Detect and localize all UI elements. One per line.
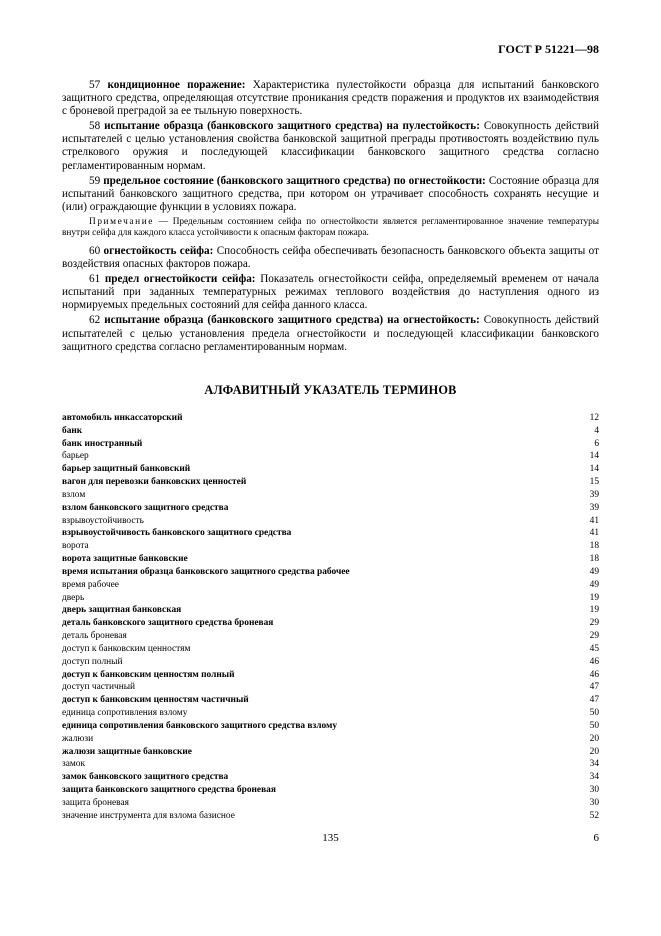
- definition-number: 59: [89, 174, 101, 187]
- definitions-section: [62, 79, 599, 356]
- index-page-ref: 29: [589, 631, 599, 642]
- index-entry: [62, 502, 599, 515]
- definition-term: огнестойкость сейфа:: [103, 244, 214, 257]
- index-term: доступ частичный: [62, 682, 136, 693]
- index-page-ref: 41: [589, 528, 599, 539]
- index-page-ref: 39: [589, 502, 599, 513]
- index-page-ref: 14: [589, 451, 599, 462]
- index-entry: [62, 643, 599, 656]
- index-entry: [62, 463, 599, 476]
- definition-text: Состояние образца для испытаний банковского защитного средства, при котором он утрачивает способность сохранять несущие и (или) ограждающие функции в условиях пожара.: [62, 174, 600, 213]
- sheet-number: 6: [593, 832, 599, 844]
- index-page-ref: 4: [594, 425, 599, 436]
- index-entry: [62, 527, 599, 540]
- index-term: деталь броневая: [62, 631, 127, 642]
- index-entry: [62, 771, 599, 784]
- index-page-ref: 45: [589, 643, 599, 654]
- index-page-ref: 19: [589, 605, 599, 616]
- document-id-header: ГОСТ Р 51221—98: [498, 42, 599, 56]
- index-term: автомобиль инкассаторский: [62, 413, 183, 423]
- definition-58: [62, 120, 599, 172]
- note-label: Примечание: [89, 216, 154, 227]
- index-entry: [62, 720, 599, 733]
- index-term: барьер защитный банковский: [62, 464, 191, 475]
- index-term: деталь банковского защитного средства броневая: [62, 618, 274, 629]
- index-entry: [62, 630, 599, 643]
- index-entry: [62, 656, 599, 669]
- index-list: [62, 412, 599, 823]
- index-term: доступ к банковским ценностям полный: [62, 669, 235, 680]
- index-page-ref: 39: [589, 489, 599, 500]
- index-entry: [62, 784, 599, 797]
- index-term: дверь защитная банковская: [62, 605, 182, 616]
- index-entry: [62, 617, 599, 630]
- index-page-ref: 30: [589, 785, 599, 796]
- index-page-ref: 49: [589, 566, 599, 577]
- index-page-ref: 49: [589, 579, 599, 590]
- index-page-ref: 20: [589, 733, 599, 744]
- index-page-ref: 6: [594, 438, 599, 449]
- index-term: защита банковского защитного средства броневая: [62, 785, 276, 796]
- index-page-ref: 12: [589, 413, 599, 423]
- index-page-ref: 47: [589, 682, 599, 693]
- index-entry: [62, 604, 599, 617]
- index-term: время испытания образца банковского защитного средства рабочее: [62, 566, 350, 577]
- index-entry: [62, 425, 599, 438]
- index-term: защита броневая: [62, 797, 129, 808]
- index-entry: [62, 733, 599, 746]
- index-term: банк: [62, 425, 83, 436]
- index-entry: [62, 746, 599, 759]
- index-term: взлом банковского защитного средства: [62, 502, 229, 513]
- index-page-ref: 18: [589, 541, 599, 552]
- note-paragraph: [62, 217, 599, 240]
- index-term: вагон для перевозки банковских ценностей: [62, 477, 247, 488]
- index-term: время рабочее: [62, 579, 119, 590]
- index-entry: [62, 489, 599, 502]
- index-entry: [62, 540, 599, 553]
- definition-60: [62, 245, 599, 271]
- index-entry: [62, 476, 599, 489]
- definition-57: [62, 79, 599, 118]
- definition-term: испытание образца (банковского защитного средства) на огнестойкость:: [104, 314, 480, 327]
- index-term: жалюзи: [62, 733, 94, 744]
- index-term: замок: [62, 759, 86, 770]
- index-term: доступ к банковским ценностям частичный: [62, 695, 249, 706]
- definition-text: Совокупность действий испытателей с целью установления свойства банковской защитной преграды противостоять воздействию пуль стрелкового оружия и последующей классификации банковского защитного средства согласно регламентированным нормам.: [62, 120, 599, 172]
- index-entry: [62, 592, 599, 605]
- definition-term: предельное состояние (банковского защитного средства) по огнестойкости:: [103, 174, 486, 187]
- index-entry: [62, 758, 599, 771]
- index-term: ворота: [62, 541, 89, 552]
- index-entry: [62, 579, 599, 592]
- index-page-ref: 29: [589, 618, 599, 629]
- index-page-ref: 46: [589, 669, 599, 680]
- index-term: единица сопротивления взлому: [62, 708, 188, 719]
- index-title: АЛФАВИТНЫЙ УКАЗАТЕЛЬ ТЕРМИНОВ: [204, 383, 457, 397]
- index-term: значение инструмента для взлома базисное: [62, 810, 235, 821]
- index-term: доступ полный: [62, 656, 123, 667]
- index-term: единица сопротивления банковского защитного средства взлому: [62, 720, 338, 731]
- index-entry: [62, 553, 599, 566]
- index-term: взрывоустойчивость банковского защитного средства: [62, 528, 292, 539]
- index-entry: [62, 797, 599, 810]
- index-term: взрывоустойчивость: [62, 515, 144, 526]
- index-term: ворота защитные банковские: [62, 554, 188, 565]
- index-entry: [62, 694, 599, 707]
- definition-text: Показатель огнестойкости сейфа, определяемый временем от начала испытаний при заданных температурных режимах теплового воздействия до наступления одного из нормируемых предельных состояний для сейфа данного класса.: [62, 273, 600, 312]
- index-entry: [62, 707, 599, 720]
- index-page-ref: 15: [589, 477, 599, 488]
- index-page-ref: 18: [589, 554, 599, 565]
- note-text: — Предельным состоянием сейфа по огнестойкости является регламентированное значение температуры внутри сейфа для каждого класса устойчивости к опасным факторам пожара.: [62, 216, 599, 239]
- page-number: 135: [322, 832, 339, 844]
- index-term: жалюзи защитные банковские: [62, 746, 192, 757]
- index-entry: [62, 810, 599, 823]
- index-entry: [62, 669, 599, 682]
- index-term: взлом: [62, 489, 86, 500]
- index-term: барьер: [62, 451, 89, 462]
- index-page-ref: 14: [589, 464, 599, 475]
- index-page-ref: 30: [589, 797, 599, 808]
- definition-text: Способность сейфа обеспечивать безопасность банковского объекта защиты от воздействия опасных факторов пожара.: [62, 244, 600, 271]
- index-term: доступ к банковским ценностям: [62, 643, 191, 654]
- index-page-ref: 52: [589, 810, 599, 821]
- index-entry: [62, 412, 599, 425]
- definition-term: кондиционное поражение:: [107, 79, 246, 91]
- index-entry: [62, 566, 599, 579]
- definition-text: Характеристика пулестойкости образца для испытаний банковского защитного средства, определяющая отсутствие проникания средств поражения и продуктов их взаимодействия с броневой преградой за ее тыльную поверхность.: [62, 79, 600, 118]
- index-term: замок банковского защитного средства: [62, 772, 229, 783]
- index-entry: [62, 515, 599, 528]
- index-page-ref: 19: [589, 592, 599, 603]
- index-page-ref: 41: [589, 515, 599, 526]
- definition-number: 58: [89, 120, 101, 133]
- definition-term: предел огнестойкости сейфа:: [104, 273, 256, 286]
- definition-number: 57: [89, 79, 101, 91]
- index-page-ref: 20: [589, 746, 599, 757]
- index-page-ref: 50: [589, 720, 599, 731]
- index-term: банк иностранный: [62, 438, 143, 449]
- index-page-ref: 50: [589, 708, 599, 719]
- index-entry: [62, 681, 599, 694]
- index-page-ref: 47: [589, 695, 599, 706]
- definition-term: испытание образца (банковского защитного средства) на пулестойкость:: [104, 120, 480, 133]
- definition-number: 60: [89, 244, 101, 257]
- definition-number: 62: [89, 314, 101, 327]
- definition-59: [62, 175, 599, 214]
- index-page-ref: 34: [589, 772, 599, 783]
- index-page-ref: 46: [589, 656, 599, 667]
- definition-62: [62, 314, 599, 353]
- definition-text: Совокупность действий испытателей с целью установления предела огнестойкости и последующей классификации банковского защитного средства согласно регламентированным нормам.: [62, 314, 600, 353]
- definition-61: [62, 273, 599, 312]
- index-entry: [62, 438, 599, 451]
- index-entry: [62, 450, 599, 463]
- definition-number: 61: [89, 273, 101, 286]
- index-page-ref: 34: [589, 759, 599, 770]
- index-term: дверь: [62, 592, 85, 603]
